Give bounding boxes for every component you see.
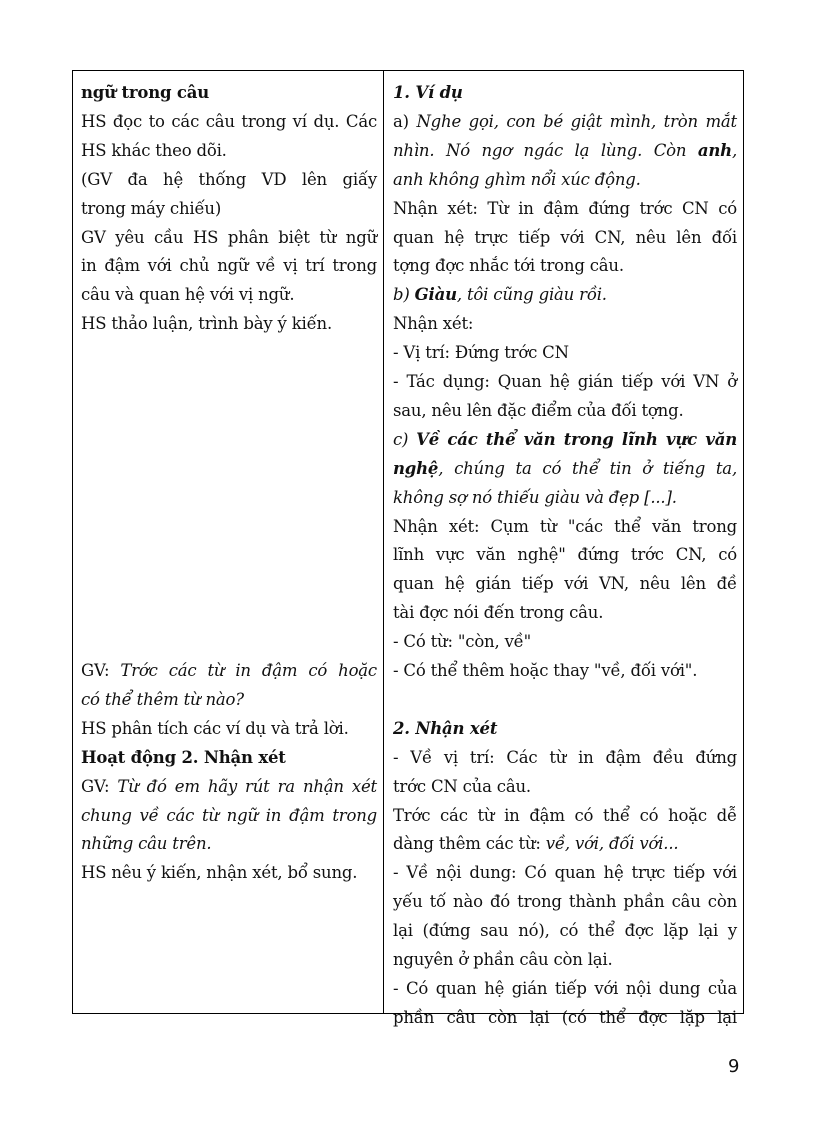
text-run: Nghe gọi, con bé giật mình, tròn mắt xyxy=(416,111,737,131)
text-run: anh không ghìm nổi xúc động. xyxy=(393,169,641,189)
text-run: HS thảo luận, trình bày ý kiến. xyxy=(81,314,332,334)
right-text-line xyxy=(393,252,624,280)
right-text-line xyxy=(393,224,737,252)
text-run: tài đợc nói đến trong câu. xyxy=(393,603,604,623)
right-text-line xyxy=(393,455,737,483)
left-text-line xyxy=(81,195,221,223)
text-run: trớc CN của câu. xyxy=(393,776,531,796)
right-text-line xyxy=(393,541,737,569)
text-run: tợng đợc nhắc tới trong câu. xyxy=(393,256,624,276)
text-run: có thể thêm từ nào? xyxy=(81,689,244,709)
text-run: (GV đa hệ thống VD lên giấy xyxy=(81,169,377,189)
text-run: - Có thể thêm hoặc thay "về, đối với". xyxy=(393,661,698,680)
right-text-line xyxy=(393,108,737,136)
right-text-line xyxy=(393,917,737,945)
text-run: yếu tố nào đó trong thành phần câu còn xyxy=(393,892,737,912)
text-run: ngữ trong câu xyxy=(81,83,210,102)
right-text-line xyxy=(393,888,737,916)
right-text-line xyxy=(393,773,531,801)
text-run: 1. Ví dụ xyxy=(393,83,463,102)
text-run: câu và quan hệ với vị ngữ. xyxy=(81,285,295,305)
left-text-line xyxy=(81,744,286,772)
text-run: - Về nội dung: Có quan hệ trực tiếp với xyxy=(393,863,737,883)
text-run: Từ đó em hãy rút ra nhận xét xyxy=(117,776,377,796)
right-text-line xyxy=(393,599,603,627)
left-text-line xyxy=(81,252,377,280)
text-run: b) xyxy=(393,285,415,305)
left-text-line xyxy=(81,773,377,801)
right-text-line xyxy=(393,368,737,396)
text-run: Hoạt động 2. Nhận xét xyxy=(81,747,286,767)
text-run: HS nêu ý kiến, nhận xét, bổ sung. xyxy=(81,863,358,883)
text-run: - Có từ: "còn, về" xyxy=(393,632,532,652)
text-run: in đậm với chủ ngữ về vị trí trong xyxy=(81,256,377,276)
text-run: Trớc các từ in đậm có hoặc xyxy=(120,661,377,680)
right-text-line xyxy=(393,744,737,772)
text-run: Trớc các từ in đậm có thể có hoặc dễ xyxy=(393,805,737,825)
text-run: Về các thể văn trong lĩnh vực văn xyxy=(416,429,738,449)
page-number: 9 xyxy=(728,1056,740,1077)
text-run: Giàu xyxy=(414,285,457,305)
right-text-line xyxy=(393,397,684,425)
text-run: GV: xyxy=(81,661,121,680)
right-text-line xyxy=(393,137,737,165)
text-run: nghệ xyxy=(393,458,439,478)
text-run: nhìn. Nó ngơ ngác lạ lùng. Còn xyxy=(393,140,698,160)
text-run: HS phân tích các ví dụ và trả lời. xyxy=(81,718,349,738)
left-text-line xyxy=(81,859,357,887)
left-text-line xyxy=(81,281,294,309)
text-run: Nhận xét: xyxy=(393,314,474,334)
right-text-line xyxy=(393,484,677,512)
text-run: nguyên ở phần câu còn lại. xyxy=(393,950,613,969)
text-run: GV yêu cầu HS phân biệt từ ngữ xyxy=(81,227,377,247)
text-run: chung về các từ ngữ in đậm trong xyxy=(81,805,377,825)
left-text-line xyxy=(81,108,377,136)
text-run: , xyxy=(731,140,737,160)
text-run: , chúng ta có thể tin ở tiếng ta, xyxy=(438,458,737,478)
text-run: dàng thêm các từ: xyxy=(393,834,546,854)
text-run: - Về vị trí: Các từ in đậm đều đứng xyxy=(393,747,737,767)
left-text-line xyxy=(81,686,244,714)
left-text-line xyxy=(81,830,211,858)
text-run: c) xyxy=(393,429,417,449)
text-run: a) xyxy=(393,111,417,131)
text-run: - Tác dụng: Quan hệ gián tiếp với VN ở xyxy=(393,372,737,391)
right-text-line xyxy=(393,946,613,974)
right-text-line xyxy=(393,79,463,107)
right-text-line xyxy=(393,570,737,598)
text-run: - Có quan hệ gián tiếp với nội dung của xyxy=(393,978,737,998)
right-text-line xyxy=(393,1004,737,1032)
left-text-line xyxy=(81,166,377,194)
right-text-line xyxy=(393,628,531,656)
right-text-line xyxy=(393,513,737,541)
left-text-line xyxy=(81,715,349,743)
text-run: những câu trên. xyxy=(81,834,212,854)
text-run: sau, nêu lên đặc điểm của đối tợng. xyxy=(393,400,684,420)
text-run: lĩnh vực văn nghệ" đứng trớc CN, có xyxy=(393,545,737,565)
right-text-line xyxy=(393,715,497,743)
text-run: quan hệ trực tiếp với CN, nêu lên đối xyxy=(393,227,737,247)
right-text-line xyxy=(393,975,737,1003)
text-run: GV: xyxy=(81,776,118,796)
left-text-line xyxy=(81,657,377,685)
text-run: , tôi cũng giàu rồi. xyxy=(456,285,607,305)
content-table xyxy=(72,70,744,1027)
text-run: lại (đứng sau nó), có thể đợc lặp lại y xyxy=(393,921,737,941)
text-run: HS đọc to các câu trong ví dụ. Các xyxy=(81,111,377,131)
left-text-line xyxy=(81,310,332,338)
right-text-line xyxy=(393,657,697,685)
text-run: phần câu còn lại (có thể đợc lặp lại xyxy=(393,1007,737,1027)
text-run: trong máy chiếu) xyxy=(81,198,222,218)
right-text-line xyxy=(393,802,737,830)
text-run: Nhận xét: Từ in đậm đứng trớc CN có xyxy=(393,198,737,218)
right-text-line xyxy=(393,310,473,338)
left-text-line xyxy=(81,79,209,107)
left-text-line xyxy=(81,224,377,252)
right-text-line xyxy=(393,195,737,223)
text-run: Nhận xét: Cụm từ "các thể văn trong xyxy=(393,516,737,536)
text-run: 2. Nhận xét xyxy=(393,718,498,738)
text-run: về, với, đối với... xyxy=(545,834,679,854)
text-run: anh xyxy=(697,140,732,160)
right-text-line xyxy=(393,166,641,194)
text-run: quan hệ gián tiếp với VN, nêu lên đề xyxy=(393,574,737,594)
right-text-line xyxy=(393,281,607,309)
text-run: HS khác theo dõi. xyxy=(81,140,227,160)
right-text-line xyxy=(393,426,737,454)
left-text-line xyxy=(81,802,377,830)
text-run: - Vị trí: Đứng trớc CN xyxy=(393,343,569,363)
text-run: không sợ nó thiếu giàu và đẹp [...]. xyxy=(393,487,677,507)
right-text-line xyxy=(393,830,678,858)
left-text-line xyxy=(81,137,227,165)
column-divider xyxy=(383,71,384,1013)
right-text-line xyxy=(393,339,569,367)
right-text-line xyxy=(393,859,737,887)
